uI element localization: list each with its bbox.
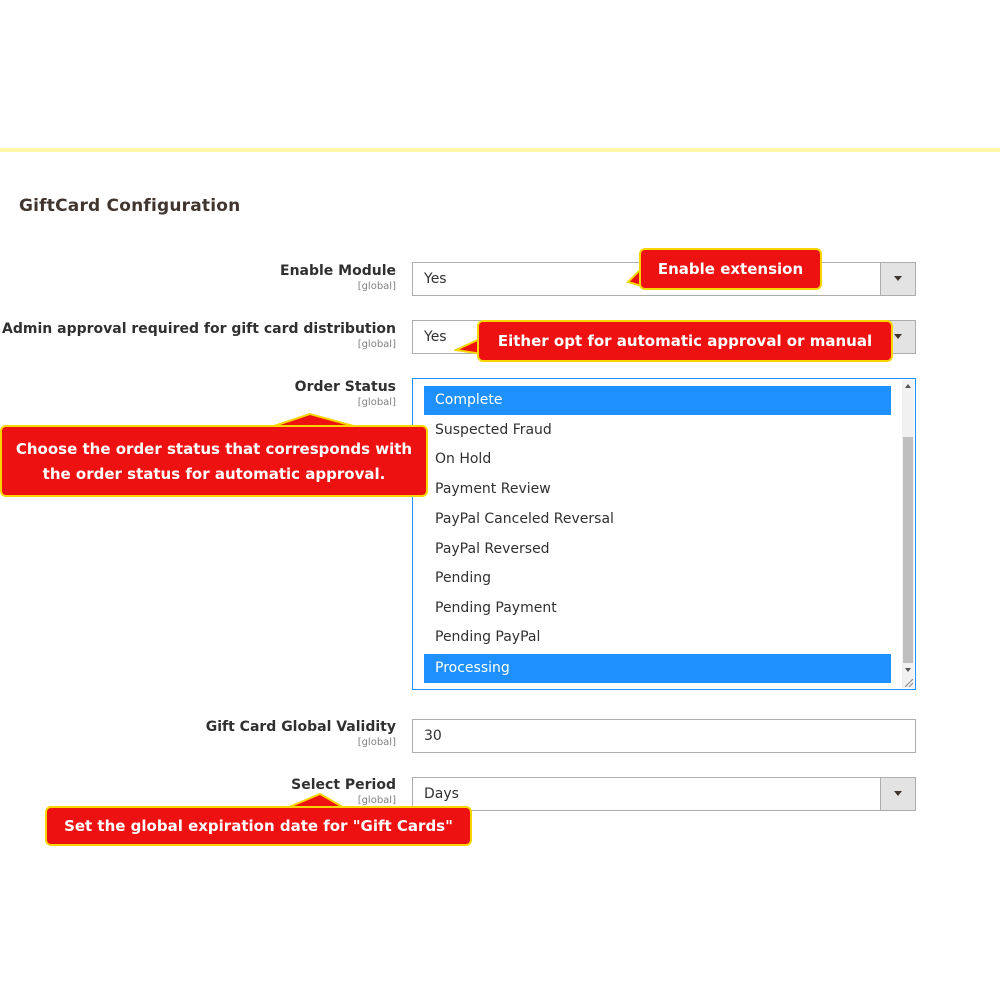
period-scope: [global]	[357, 795, 396, 806]
order-status-option[interactable]: PayPal Canceled Reversal	[435, 511, 614, 527]
callout-order-status	[0, 425, 428, 497]
enable-module-value: Yes	[424, 271, 447, 287]
scrollbar-thumb[interactable]	[903, 437, 913, 663]
order-status-option[interactable]: Pending	[435, 570, 491, 586]
enable-module-label: Enable Module	[280, 263, 396, 279]
callout-approval	[477, 320, 893, 362]
callout-order-status-line2: the order status for automatic approval.	[42, 465, 386, 483]
period-select[interactable]	[412, 777, 916, 811]
chevron-down-icon	[894, 334, 902, 339]
order-status-option[interactable]: PayPal Reversed	[435, 541, 550, 557]
callout-expiration-text: Set the global expiration date for "Gift Cards"	[64, 817, 453, 835]
top-divider	[0, 148, 1000, 152]
callout-enable-extension	[639, 248, 822, 290]
resize-handle-icon[interactable]	[905, 679, 913, 687]
admin-approval-value: Yes	[424, 329, 447, 345]
order-status-option[interactable]: Complete	[424, 386, 891, 415]
order-status-option[interactable]: Pending Payment	[435, 600, 557, 616]
admin-approval-label: Admin approval required for gift card distribution	[2, 321, 396, 337]
order-status-scrollbar[interactable]	[902, 380, 914, 688]
chevron-down-icon	[894, 791, 902, 796]
period-dropdown-toggle[interactable]	[880, 778, 915, 810]
validity-label: Gift Card Global Validity	[205, 719, 396, 735]
enable-module-dropdown-toggle[interactable]	[880, 263, 915, 295]
order-status-option[interactable]: Pending PayPal	[435, 629, 541, 645]
enable-module-scope: [global]	[357, 281, 396, 292]
validity-input[interactable]	[412, 719, 916, 753]
order-status-option[interactable]: On Hold	[435, 451, 492, 467]
order-status-multiselect[interactable]	[412, 378, 916, 690]
period-label: Select Period	[291, 777, 396, 793]
chevron-down-icon	[894, 276, 902, 281]
validity-value: 30	[424, 728, 442, 744]
callout-approval-text: Either opt for automatic approval or manual	[497, 332, 873, 350]
callout-order-status-line1: Choose the order status that corresponds with	[15, 440, 413, 458]
scroll-up-icon[interactable]	[905, 384, 911, 388]
scroll-down-icon[interactable]	[905, 668, 911, 672]
order-status-label: Order Status	[294, 379, 396, 395]
period-value: Days	[424, 786, 459, 802]
section-title: GiftCard Configuration	[19, 196, 241, 216]
order-status-option[interactable]: Suspected Fraud	[435, 422, 552, 438]
order-status-scope: [global]	[357, 397, 396, 408]
order-status-option[interactable]: Payment Review	[435, 481, 551, 497]
order-status-option[interactable]: Processing	[424, 654, 891, 683]
admin-approval-scope: [global]	[357, 339, 396, 350]
callout-enable-text: Enable extension	[657, 260, 804, 278]
validity-scope: [global]	[357, 737, 396, 748]
callout-expiration	[45, 806, 472, 846]
